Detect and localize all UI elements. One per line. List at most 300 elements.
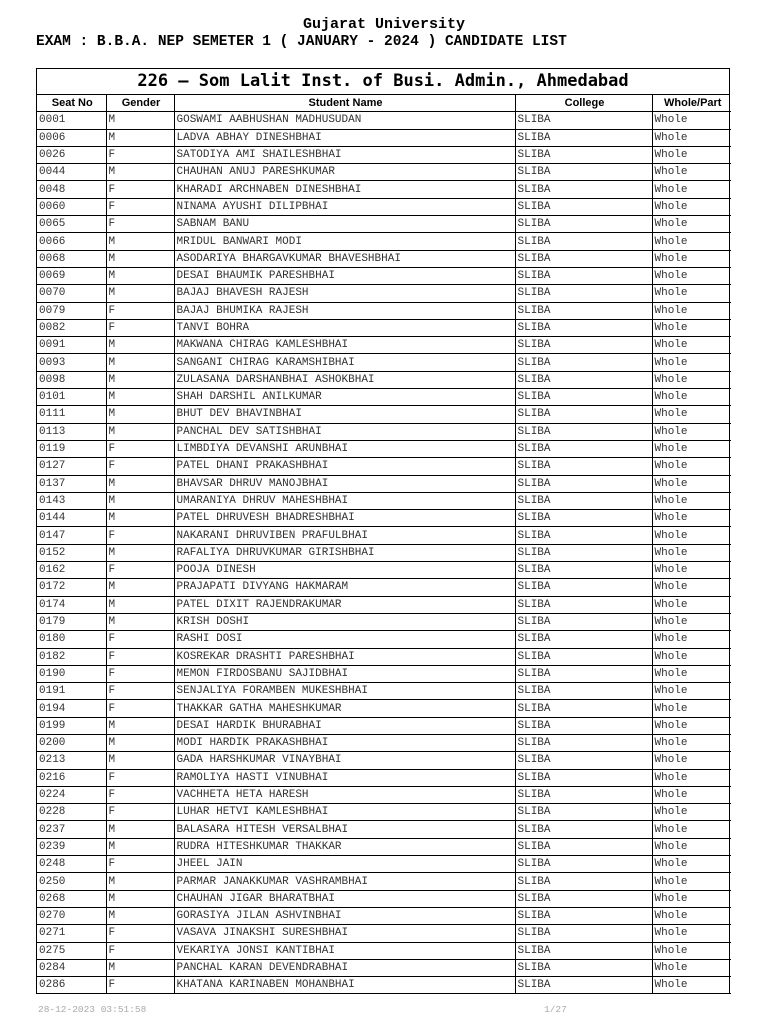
cell-college: SLIBA	[515, 337, 652, 354]
column-header-college: College	[515, 95, 652, 112]
cell-gender: M	[106, 838, 174, 855]
cell-student-name: PARMAR JANAKKUMAR VASHRAMBHAI	[174, 873, 515, 890]
cell-student-name: PANCHAL DEV SATISHBHAI	[174, 423, 515, 440]
cell-whole-part: Whole	[652, 821, 731, 838]
cell-whole-part: Whole	[652, 406, 731, 423]
cell-gender: F	[106, 648, 174, 665]
cell-whole-part: Whole	[652, 389, 731, 406]
cell-whole-part: Whole	[652, 579, 731, 596]
cell-gender: F	[106, 856, 174, 873]
exam-title: EXAM : B.B.A. NEP SEMETER 1 ( JANUARY - 2024 ) CANDIDATE LIST	[36, 34, 567, 50]
cell-whole-part: Whole	[652, 146, 731, 163]
cell-whole-part: Whole	[652, 337, 731, 354]
table-row	[37, 838, 731, 855]
table-row	[37, 285, 731, 302]
table-row	[37, 302, 731, 319]
cell-student-name: VACHHETA HETA HARESH	[174, 786, 515, 803]
cell-whole-part: Whole	[652, 613, 731, 630]
cell-college: SLIBA	[515, 354, 652, 371]
cell-gender: M	[106, 389, 174, 406]
cell-seat-no: 0044	[37, 164, 106, 181]
cell-whole-part: Whole	[652, 164, 731, 181]
cell-seat-no: 0060	[37, 198, 106, 215]
cell-gender: M	[106, 717, 174, 734]
cell-student-name: VASAVA JINAKSHI SURESHBHAI	[174, 925, 515, 942]
page-number: 1/27	[544, 1004, 567, 1015]
cell-gender: M	[106, 112, 174, 129]
column-header-seat-no: Seat No	[37, 95, 106, 112]
cell-gender: M	[106, 544, 174, 561]
cell-student-name: KRISH DOSHI	[174, 613, 515, 630]
cell-student-name: SHAH DARSHIL ANILKUMAR	[174, 389, 515, 406]
cell-gender: F	[106, 700, 174, 717]
cell-college: SLIBA	[515, 198, 652, 215]
cell-seat-no: 0275	[37, 942, 106, 959]
table-row	[37, 527, 731, 544]
table-row	[37, 354, 731, 371]
table-row	[37, 613, 731, 630]
table-row	[37, 925, 731, 942]
cell-college: SLIBA	[515, 527, 652, 544]
cell-whole-part: Whole	[652, 440, 731, 457]
cell-student-name: RAMOLIYA HASTI VINUBHAI	[174, 769, 515, 786]
cell-seat-no: 0182	[37, 648, 106, 665]
cell-seat-no: 0286	[37, 977, 106, 994]
cell-college: SLIBA	[515, 146, 652, 163]
cell-college: SLIBA	[515, 665, 652, 682]
cell-whole-part: Whole	[652, 216, 731, 233]
cell-gender: M	[106, 250, 174, 267]
cell-gender: F	[106, 665, 174, 682]
cell-seat-no: 0284	[37, 959, 106, 976]
cell-gender: M	[106, 821, 174, 838]
cell-seat-no: 0190	[37, 665, 106, 682]
table-row	[37, 856, 731, 873]
cell-whole-part: Whole	[652, 285, 731, 302]
cell-seat-no: 0091	[37, 337, 106, 354]
cell-seat-no: 0144	[37, 510, 106, 527]
cell-student-name: GADA HARSHKUMAR VINAYBHAI	[174, 752, 515, 769]
cell-gender: M	[106, 907, 174, 924]
cell-student-name: BAJAJ BHAVESH RAJESH	[174, 285, 515, 302]
cell-college: SLIBA	[515, 856, 652, 873]
cell-whole-part: Whole	[652, 596, 731, 613]
cell-gender: M	[106, 285, 174, 302]
table-row	[37, 977, 731, 994]
cell-student-name: NAKARANI DHRUVIBEN PRAFULBHAI	[174, 527, 515, 544]
cell-seat-no: 0143	[37, 492, 106, 509]
cell-whole-part: Whole	[652, 181, 731, 198]
cell-student-name: MRIDUL BANWARI MODI	[174, 233, 515, 250]
cell-gender: F	[106, 319, 174, 336]
table-body	[37, 112, 731, 994]
cell-college: SLIBA	[515, 786, 652, 803]
cell-whole-part: Whole	[652, 458, 731, 475]
table-row	[37, 492, 731, 509]
table-row	[37, 683, 731, 700]
cell-seat-no: 0213	[37, 752, 106, 769]
table-row	[37, 389, 731, 406]
cell-seat-no: 0179	[37, 613, 106, 630]
cell-gender: F	[106, 925, 174, 942]
cell-seat-no: 0127	[37, 458, 106, 475]
cell-college: SLIBA	[515, 717, 652, 734]
cell-college: SLIBA	[515, 129, 652, 146]
cell-student-name: TANVI BOHRA	[174, 319, 515, 336]
cell-student-name: CHAUHAN JIGAR BHARATBHAI	[174, 890, 515, 907]
cell-student-name: MODI HARDIK PRAKASHBHAI	[174, 734, 515, 751]
cell-seat-no: 0098	[37, 371, 106, 388]
cell-college: SLIBA	[515, 977, 652, 994]
cell-student-name: ZULASANA DARSHANBHAI ASHOKBHAI	[174, 371, 515, 388]
cell-student-name: UMARANIYA DHRUV MAHESHBHAI	[174, 492, 515, 509]
table-row	[37, 579, 731, 596]
cell-student-name: RASHI DOSI	[174, 631, 515, 648]
cell-student-name: VEKARIYA JONSI KANTIBHAI	[174, 942, 515, 959]
table-row	[37, 959, 731, 976]
cell-college: SLIBA	[515, 631, 652, 648]
cell-seat-no: 0216	[37, 769, 106, 786]
table-row	[37, 458, 731, 475]
cell-whole-part: Whole	[652, 959, 731, 976]
cell-college: SLIBA	[515, 925, 652, 942]
cell-gender: F	[106, 942, 174, 959]
cell-gender: F	[106, 977, 174, 994]
cell-gender: M	[106, 579, 174, 596]
cell-whole-part: Whole	[652, 544, 731, 561]
cell-college: SLIBA	[515, 112, 652, 129]
table-row	[37, 112, 731, 129]
table-row	[37, 423, 731, 440]
cell-whole-part: Whole	[652, 925, 731, 942]
cell-student-name: ASODARIYA BHARGAVKUMAR BHAVESHBHAI	[174, 250, 515, 267]
cell-seat-no: 0082	[37, 319, 106, 336]
cell-college: SLIBA	[515, 959, 652, 976]
cell-student-name: GORASIYA JILAN ASHVINBHAI	[174, 907, 515, 924]
cell-whole-part: Whole	[652, 250, 731, 267]
cell-gender: M	[106, 959, 174, 976]
cell-seat-no: 0162	[37, 562, 106, 579]
table-row	[37, 250, 731, 267]
table-row	[37, 596, 731, 613]
candidate-list-box	[36, 68, 730, 994]
cell-whole-part: Whole	[652, 734, 731, 751]
table-row	[37, 371, 731, 388]
cell-whole-part: Whole	[652, 890, 731, 907]
cell-whole-part: Whole	[652, 492, 731, 509]
cell-college: SLIBA	[515, 838, 652, 855]
cell-seat-no: 0070	[37, 285, 106, 302]
cell-college: SLIBA	[515, 181, 652, 198]
cell-college: SLIBA	[515, 423, 652, 440]
cell-seat-no: 0093	[37, 354, 106, 371]
table-row	[37, 164, 731, 181]
cell-college: SLIBA	[515, 510, 652, 527]
cell-gender: M	[106, 596, 174, 613]
cell-college: SLIBA	[515, 475, 652, 492]
cell-gender: M	[106, 423, 174, 440]
cell-college: SLIBA	[515, 752, 652, 769]
cell-college: SLIBA	[515, 250, 652, 267]
cell-whole-part: Whole	[652, 302, 731, 319]
cell-gender: F	[106, 769, 174, 786]
cell-gender: F	[106, 683, 174, 700]
table-row	[37, 890, 731, 907]
cell-seat-no: 0152	[37, 544, 106, 561]
cell-seat-no: 0101	[37, 389, 106, 406]
table-row	[37, 821, 731, 838]
cell-gender: F	[106, 146, 174, 163]
cell-college: SLIBA	[515, 544, 652, 561]
cell-seat-no: 0026	[37, 146, 106, 163]
cell-student-name: PRAJAPATI DIVYANG HAKMARAM	[174, 579, 515, 596]
cell-gender: F	[106, 216, 174, 233]
table-row	[37, 216, 731, 233]
print-timestamp: 28-12-2023 03:51:58	[38, 1004, 147, 1015]
cell-whole-part: Whole	[652, 129, 731, 146]
cell-whole-part: Whole	[652, 233, 731, 250]
cell-seat-no: 0191	[37, 683, 106, 700]
cell-student-name: RAFALIYA DHRUVKUMAR GIRISHBHAI	[174, 544, 515, 561]
table-row	[37, 631, 731, 648]
cell-gender: F	[106, 631, 174, 648]
cell-whole-part: Whole	[652, 371, 731, 388]
cell-gender: F	[106, 458, 174, 475]
cell-college: SLIBA	[515, 648, 652, 665]
cell-seat-no: 0119	[37, 440, 106, 457]
cell-gender: M	[106, 510, 174, 527]
cell-college: SLIBA	[515, 907, 652, 924]
cell-college: SLIBA	[515, 873, 652, 890]
cell-gender: M	[106, 164, 174, 181]
table-row	[37, 665, 731, 682]
table-row	[37, 440, 731, 457]
cell-seat-no: 0069	[37, 267, 106, 284]
cell-whole-part: Whole	[652, 631, 731, 648]
cell-seat-no: 0065	[37, 216, 106, 233]
cell-gender: F	[106, 302, 174, 319]
cell-student-name: BALASARA HITESH VERSALBHAI	[174, 821, 515, 838]
cell-student-name: KHARADI ARCHNABEN DINESHBHAI	[174, 181, 515, 198]
cell-seat-no: 0270	[37, 907, 106, 924]
cell-whole-part: Whole	[652, 527, 731, 544]
cell-gender: M	[106, 337, 174, 354]
cell-student-name: THAKKAR GATHA MAHESHKUMAR	[174, 700, 515, 717]
cell-student-name: JHEEL JAIN	[174, 856, 515, 873]
table-row	[37, 942, 731, 959]
candidate-table	[37, 95, 731, 994]
cell-student-name: PATEL DIXIT RAJENDRAKUMAR	[174, 596, 515, 613]
cell-whole-part: Whole	[652, 648, 731, 665]
cell-seat-no: 0174	[37, 596, 106, 613]
cell-gender: M	[106, 233, 174, 250]
cell-college: SLIBA	[515, 164, 652, 181]
cell-whole-part: Whole	[652, 752, 731, 769]
cell-college: SLIBA	[515, 233, 652, 250]
cell-gender: M	[106, 406, 174, 423]
cell-student-name: KHATANA KARINABEN MOHANBHAI	[174, 977, 515, 994]
cell-student-name: POOJA DINESH	[174, 562, 515, 579]
cell-gender: F	[106, 527, 174, 544]
cell-college: SLIBA	[515, 769, 652, 786]
cell-gender: M	[106, 873, 174, 890]
cell-gender: M	[106, 267, 174, 284]
cell-student-name: LUHAR HETVI KAMLESHBHAI	[174, 804, 515, 821]
cell-whole-part: Whole	[652, 354, 731, 371]
cell-whole-part: Whole	[652, 423, 731, 440]
cell-gender: M	[106, 890, 174, 907]
cell-student-name: DESAI HARDIK BHURABHAI	[174, 717, 515, 734]
cell-whole-part: Whole	[652, 700, 731, 717]
cell-student-name: LADVA ABHAY DINESHBHAI	[174, 129, 515, 146]
cell-whole-part: Whole	[652, 112, 731, 129]
cell-college: SLIBA	[515, 942, 652, 959]
cell-seat-no: 0224	[37, 786, 106, 803]
cell-seat-no: 0048	[37, 181, 106, 198]
cell-seat-no: 0068	[37, 250, 106, 267]
cell-whole-part: Whole	[652, 562, 731, 579]
cell-gender: M	[106, 492, 174, 509]
cell-gender: M	[106, 475, 174, 492]
table-row	[37, 181, 731, 198]
cell-seat-no: 0147	[37, 527, 106, 544]
cell-college: SLIBA	[515, 821, 652, 838]
cell-college: SLIBA	[515, 492, 652, 509]
cell-student-name: RUDRA HITESHKUMAR THAKKAR	[174, 838, 515, 855]
table-row	[37, 406, 731, 423]
cell-college: SLIBA	[515, 700, 652, 717]
cell-college: SLIBA	[515, 285, 652, 302]
table-row	[37, 786, 731, 803]
table-row	[37, 752, 731, 769]
cell-college: SLIBA	[515, 302, 652, 319]
cell-whole-part: Whole	[652, 475, 731, 492]
cell-seat-no: 0006	[37, 129, 106, 146]
cell-whole-part: Whole	[652, 786, 731, 803]
cell-college: SLIBA	[515, 267, 652, 284]
cell-seat-no: 0237	[37, 821, 106, 838]
college-title: 226 – Som Lalit Inst. of Busi. Admin., Ahmedabad	[37, 69, 729, 95]
cell-whole-part: Whole	[652, 769, 731, 786]
cell-college: SLIBA	[515, 579, 652, 596]
table-row	[37, 648, 731, 665]
cell-whole-part: Whole	[652, 510, 731, 527]
cell-whole-part: Whole	[652, 267, 731, 284]
cell-seat-no: 0113	[37, 423, 106, 440]
cell-whole-part: Whole	[652, 838, 731, 855]
table-row	[37, 907, 731, 924]
table-row	[37, 319, 731, 336]
cell-seat-no: 0271	[37, 925, 106, 942]
cell-college: SLIBA	[515, 890, 652, 907]
cell-whole-part: Whole	[652, 907, 731, 924]
table-row	[37, 804, 731, 821]
cell-gender: F	[106, 181, 174, 198]
cell-gender: M	[106, 371, 174, 388]
cell-seat-no: 0172	[37, 579, 106, 596]
cell-gender: F	[106, 198, 174, 215]
cell-student-name: NINAMA AYUSHI DILIPBHAI	[174, 198, 515, 215]
table-row	[37, 544, 731, 561]
table-row	[37, 769, 731, 786]
cell-student-name: BAJAJ BHUMIKA RAJESH	[174, 302, 515, 319]
cell-whole-part: Whole	[652, 717, 731, 734]
cell-student-name: PATEL DHRUVESH BHADRESHBHAI	[174, 510, 515, 527]
cell-student-name: SENJALIYA FORAMBEN MUKESHBHAI	[174, 683, 515, 700]
cell-gender: M	[106, 129, 174, 146]
cell-seat-no: 0200	[37, 734, 106, 751]
cell-whole-part: Whole	[652, 198, 731, 215]
cell-student-name: BHUT DEV BHAVINBHAI	[174, 406, 515, 423]
cell-whole-part: Whole	[652, 856, 731, 873]
cell-student-name: BHAVSAR DHRUV MANOJBHAI	[174, 475, 515, 492]
cell-seat-no: 0268	[37, 890, 106, 907]
cell-seat-no: 0001	[37, 112, 106, 129]
cell-student-name: MAKWANA CHIRAG KAMLESHBHAI	[174, 337, 515, 354]
cell-gender: F	[106, 562, 174, 579]
cell-college: SLIBA	[515, 613, 652, 630]
table-row	[37, 475, 731, 492]
cell-whole-part: Whole	[652, 804, 731, 821]
cell-seat-no: 0079	[37, 302, 106, 319]
cell-college: SLIBA	[515, 804, 652, 821]
table-row	[37, 510, 731, 527]
cell-college: SLIBA	[515, 734, 652, 751]
cell-gender: M	[106, 613, 174, 630]
cell-seat-no: 0239	[37, 838, 106, 855]
cell-whole-part: Whole	[652, 665, 731, 682]
university-name: Gujarat University	[302, 16, 466, 33]
table-row	[37, 233, 731, 250]
cell-student-name: PATEL DHANI PRAKASHBHAI	[174, 458, 515, 475]
column-header-whole-part: Whole/Part	[652, 95, 731, 112]
table-header-row	[37, 95, 731, 112]
cell-college: SLIBA	[515, 371, 652, 388]
cell-seat-no: 0137	[37, 475, 106, 492]
cell-whole-part: Whole	[652, 319, 731, 336]
cell-gender: M	[106, 734, 174, 751]
cell-college: SLIBA	[515, 683, 652, 700]
cell-college: SLIBA	[515, 216, 652, 233]
cell-seat-no: 0199	[37, 717, 106, 734]
cell-seat-no: 0194	[37, 700, 106, 717]
table-row	[37, 734, 731, 751]
cell-college: SLIBA	[515, 389, 652, 406]
cell-student-name: GOSWAMI AABHUSHAN MADHUSUDAN	[174, 112, 515, 129]
cell-student-name: MEMON FIRDOSBANU SAJIDBHAI	[174, 665, 515, 682]
cell-seat-no: 0248	[37, 856, 106, 873]
cell-college: SLIBA	[515, 562, 652, 579]
cell-student-name: LIMBDIYA DEVANSHI ARUNBHAI	[174, 440, 515, 457]
cell-student-name: DESAI BHAUMIK PARESHBHAI	[174, 267, 515, 284]
cell-whole-part: Whole	[652, 683, 731, 700]
cell-student-name: SATODIYA AMI SHAILESHBHAI	[174, 146, 515, 163]
table-row	[37, 129, 731, 146]
cell-whole-part: Whole	[652, 977, 731, 994]
cell-gender: M	[106, 752, 174, 769]
cell-gender: M	[106, 354, 174, 371]
cell-student-name: CHAUHAN ANUJ PARESHKUMAR	[174, 164, 515, 181]
table-row	[37, 700, 731, 717]
table-row	[37, 562, 731, 579]
table-row	[37, 337, 731, 354]
cell-student-name: PANCHAL KARAN DEVENDRABHAI	[174, 959, 515, 976]
cell-college: SLIBA	[515, 458, 652, 475]
cell-college: SLIBA	[515, 596, 652, 613]
cell-seat-no: 0180	[37, 631, 106, 648]
table-row	[37, 873, 731, 890]
cell-college: SLIBA	[515, 406, 652, 423]
